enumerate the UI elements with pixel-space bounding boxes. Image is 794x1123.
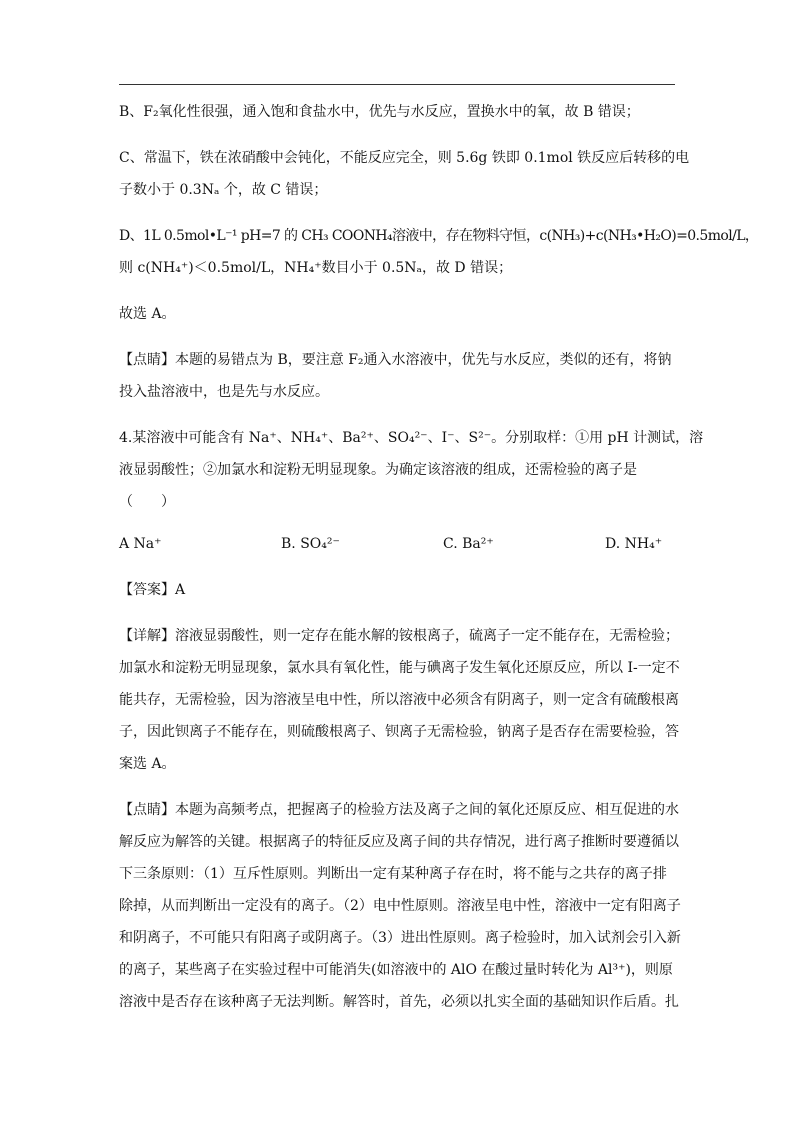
header-rule (119, 84, 675, 85)
conclusion: 故选 A。 (119, 306, 176, 322)
option-c: C. Ba²⁺ (443, 536, 494, 552)
option-a: A Na⁺ (119, 536, 162, 552)
explanation-c: C、常温下，铁在浓硝酸中会钝化，不能反应完全，则 5.6g 铁即 0.1mol 铁反应后转移的电 子数小于 0.3Nₐ 个，故 C 错误； (119, 150, 690, 198)
tip-note-2: 【点睛】本题为高频考点，把握离子的检验方法及离子之间的氧化还原反应、相互促进的水 解反应为解答的关键。根据离子的特征反应及离子间的共存情况，进行离子推断时要遵循以 下三条原则：（1）互斥性原则。判断出一定有某种离子存在时，将不能与之共存的离子排 除掉，从而判断出一定没有的离子。（2）电中性原则。溶液呈电中性，溶液中一定有阳离子 和阴离子，不可能只有阳离子或阴离子。（3）进出性原则。离子检验时，加入试剂会引入新 的离子，某些离子在实验过程中可能消失(如溶液中的 AlO 在酸过量时转化为 Al³⁺)，则原 溶液中是否存在该种离子无法判断。解答时，首先，必须以扎实全面的基础知识作后盾。扎 (119, 802, 681, 1010)
document-body (119, 96, 759, 1018)
question-4: 4.某溶液中可能含有 Na⁺、NH₄⁺、Ba²⁺、SO₄²⁻、I⁻、S²⁻。分别取样：①用 pH 计测试，溶 液显弱酸性；②加氯水和淀粉无明显现象。为确定该溶液的组成，还需检验的离子是 （ ） (119, 430, 704, 510)
explanation-d: D、1L 0.5mol•L⁻¹ pH=7 的 CH₃ COONH₄溶液中，存在物料守恒，c(NH₃)+c(NH₃•H₂O)=0.5mol/L， 则 c(NH₄⁺)＜0.5mol/L，NH₄⁺数目小于 0.5Nₐ，故 D 错误； (119, 228, 759, 276)
option-b: B. SO₄²⁻ (281, 536, 340, 552)
explanation-b: B、F₂氧化性很强，通入饱和食盐水中，优先与水反应，置换水中的氧，故 B 错误； (119, 104, 640, 120)
option-d: D. NH₄⁺ (605, 536, 663, 552)
detailed-explanation: 【详解】溶液显弱酸性，则一定存在能水解的铵根离子，硫离子一定不能存在，无需检验； 加氯水和淀粉无明显现象，氯水具有氧化性，能与碘离子发生氧化还原反应，所以 I-一定不 能共存，无需检验，因为溶液呈电中性，所以溶液中必须含有阴离子，则一定含有硫酸根离 子，因此钡离子不能存在，则硫酸根离子、钡离子无需检验，钠离子是否存在需要检验，答 案选 A。 (119, 628, 680, 772)
tip-note-1: 【点睛】本题的易错点为 B，要注意 F₂通入水溶液中，优先与水反应，类似的还有，将钠 投入盐溶液中，也是先与水反应。 (119, 352, 672, 400)
answer: 【答案】A (119, 582, 186, 598)
answer-options (119, 528, 679, 560)
